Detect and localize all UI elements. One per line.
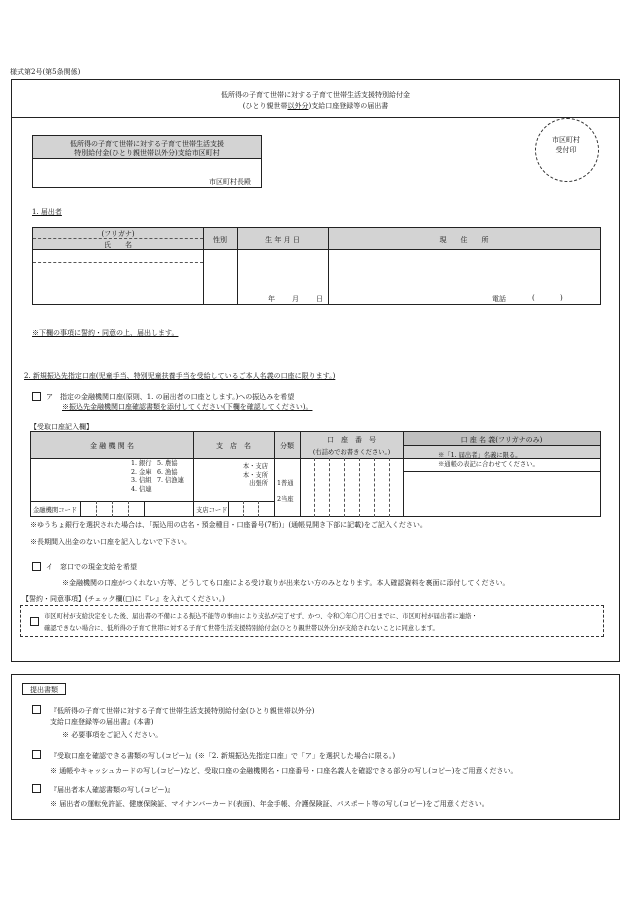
holder-note2: ※通帳の表記に合わせてください。 — [438, 461, 539, 468]
long-term-note: ※長期間入出金のない口座を記入しないで下さい。 — [30, 538, 191, 546]
consent-note: ※下欄の事項に誓約・同意の上、届出します。 — [32, 329, 179, 337]
bank-code-label: 金融機関コード — [33, 507, 78, 514]
category-option-1: 1普通 — [277, 480, 294, 487]
bank-types-col2: 5. 農協 6. 漁協 7. 信漁連 — [157, 460, 184, 484]
form-number: 様式第2号(第5条関係) — [10, 68, 81, 76]
option-i-note: ※金融機関の口座がつくれない方等、どうしても口座による受け取りが出来ない方のみとなります。本人確認資料を裏面に添付してください。 — [62, 579, 510, 587]
branch-name-header: 支 店 名 — [216, 442, 251, 450]
submission-item1-checkbox[interactable] — [32, 705, 41, 714]
birthdate-label: 生 年 月 日 — [265, 236, 300, 244]
phone-label: 電話 — [492, 295, 506, 303]
submission-item3-note: ※ 届出者の運転免許証、健康保険証、マイナンバーカード(表面)、年金手帳、介護保険証、パスポート等の写し(コピー)をご用意ください。 — [50, 800, 489, 808]
addressee-header-line1: 低所得の子育て世帯に対する子育て世帯生活支援 — [70, 140, 224, 148]
category-option-2: 2当座 — [277, 496, 294, 503]
section1-heading: 1. 届出者 — [32, 208, 62, 216]
submission-item1-note: ※ 必要事項をご記入ください。 — [62, 731, 163, 739]
year-label: 年 — [268, 295, 275, 303]
submission-item3-checkbox[interactable] — [32, 784, 41, 793]
pledge-heading: 【誓約・同意事項】(チェック欄(□)に『レ』を入れてください。) — [22, 595, 225, 603]
account-holder-header: 口 座 名 義(フリガナのみ) — [460, 436, 543, 444]
section2-heading: 2. 新規振込先指定口座(児童手当、特別児童扶養手当を受給しているご本人名義の口座に限ります。) — [24, 372, 336, 380]
option-a-label: ア 指定の金融機関口座(原則、1. の届出者の口座とします。)への振込みを希望 — [46, 393, 295, 401]
submission-heading: 提出書類 — [30, 686, 58, 694]
account-number-note: (右詰めでお書きください。) — [312, 449, 391, 456]
holder-note1: ※「1. 届出者」名義に限る。 — [438, 452, 522, 459]
submission-item3-line1: 『届出者本人確認書類の写し(コピー)』 — [50, 786, 175, 794]
submission-item1-line2: 支給口座登録等の届出書』(本書) — [50, 718, 154, 726]
phone-paren-open: ( — [532, 294, 535, 302]
option-i-label: イ 窓口での現金支給を希望 — [46, 563, 137, 571]
account-number-header: 口 座 番 号 — [327, 436, 376, 444]
account-box-label: 【受取口座記入欄】 — [30, 423, 93, 431]
name-label: 氏 名 — [104, 241, 132, 249]
branch-types: 本・支店 本・支所 出張所 — [242, 463, 268, 487]
option-a-checkbox[interactable] — [32, 392, 41, 401]
pledge-line2: 確認できない場合に、低所得の子育て世帯に対する子育て世帯生活支援特別給付金(ひとり親世帯以外分)が支給されないことに同意します。 — [44, 625, 439, 632]
phone-paren-close: ) — [560, 294, 563, 302]
title-separator — [12, 117, 619, 118]
category-header: 分類 — [280, 442, 294, 450]
form-title-line1: 低所得の子育て世帯に対する子育て世帯生活支援特別給付金 — [221, 91, 410, 99]
pledge-line1: 市区町村が支給決定をした後、届出書の不備による振込不能等の事由により支払が完了せず、かつ、令和〇年〇月〇日までに、市区町村が届出者に連絡・ — [44, 613, 478, 620]
stamp-line2: 受付印 — [555, 146, 577, 154]
branch-code-label: 支店コード — [196, 507, 228, 514]
bank-name-header: 金 融 機 関 名 — [90, 442, 134, 450]
day-label: 日 — [316, 295, 323, 303]
gender-label: 性別 — [213, 236, 227, 244]
submission-item2-line1: 『受取口座を確認できる書類の写し(コピー)』(※「2. 新規振込先指定口座」で「ア」を選択した場合に限る。) — [50, 752, 396, 760]
yucho-note: ※ゆうちょ銀行を選択された場合は、「振込用の店名・預金種目・口座番号(7桁)」(通帳見開き下部に記載)をご記入ください。 — [30, 521, 427, 529]
addressee-header-line2: 特別給付金(ひとり親世帯以外分)支給市区町村 — [74, 149, 220, 157]
submission-item2-note: ※ 通帳やキャッシュカードの写し(コピー)など、受取口座の金融機関名・口座番号・口座名義人を確認できる部分の写し(コピー)をご用意ください。 — [50, 767, 518, 775]
month-label: 月 — [292, 295, 299, 303]
submission-item1-line1: 『低所得の子育て世帯に対する子育て世帯生活支援特別給付金(ひとり親世帯以外分) — [50, 707, 315, 715]
stamp-line1: 市区町村 — [552, 136, 580, 144]
furigana-label: (フリガナ) — [101, 230, 135, 238]
pledge-box — [20, 605, 604, 637]
form-title-line2: (ひとり親世帯以外分)支給口座登録等の届出書 — [242, 102, 389, 110]
mayor-label: 市区町村長殿 — [209, 178, 251, 186]
option-i-checkbox[interactable] — [32, 562, 41, 571]
submission-item2-checkbox[interactable] — [32, 750, 41, 759]
address-label: 現 住 所 — [439, 236, 489, 244]
pledge-checkbox[interactable] — [30, 617, 39, 626]
option-a-note: ※振込先金融機関口座確認書類を添付してください(下欄を確認してください)。 — [62, 403, 313, 411]
bank-types-col1: 1. 銀行 2. 金庫 3. 信組 4. 信連 — [131, 460, 152, 493]
